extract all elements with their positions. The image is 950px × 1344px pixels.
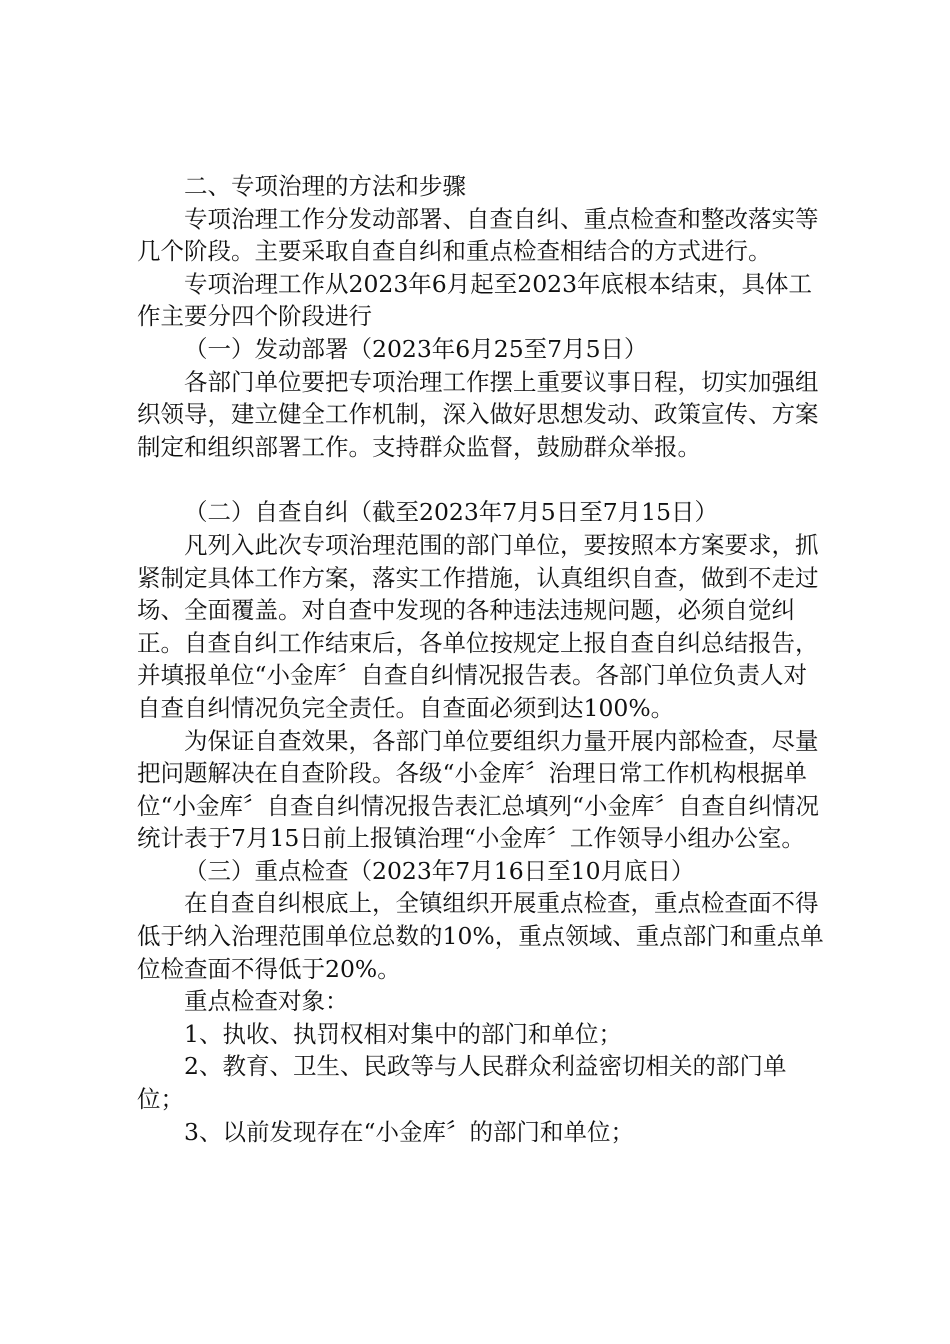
paragraph-spacer	[137, 463, 827, 496]
paragraph-stages-overview: 专项治理工作分发动部署、自查自纠、重点检查和整改落实等几个阶段。主要采取自查自纠和重点检查相结合的方式进行。	[137, 204, 819, 266]
paragraph-self-inspection: 凡列入此次专项治理范围的部门单位，要按照本方案要求，抓紧制定具体工作方案，落实工作措施，认真组织自查，做到不走过场、全面覆盖。对自查中发现的各种违法违规问题，必须自觉纠正。自查自纠工作结束后，各单位按规定上报自查自纠总结报告，并填报单位“小金库〞自查自纠情况报告表。各部门单位负责人对自查自纠情况负完全责任。自查面必须到达100%。	[137, 530, 819, 722]
paragraph-mobilization: 各部门单位要把专项治理工作摆上重要议事日程，切实加强组织领导，建立健全工作机制，深入做好思想发动、政策宣传、方案制定和组织部署工作。支持群众监督，鼓励群众举报。	[137, 367, 819, 461]
paragraph-timeline: 专项治理工作从2023年6月起至2023年底根本结束，具体工作主要分四个阶段进行	[137, 269, 813, 331]
section-heading-methods: 二、专项治理的方法和步骤	[184, 172, 466, 200]
document-body	[137, 170, 827, 1148]
subheading-key-inspection: （三）重点检查（2023年7月16日至10月底日）	[184, 856, 695, 885]
list-item: 3、以前发现存在“小金库〞的部门和单位；	[184, 1117, 634, 1146]
paragraph-key-inspection: 在自查自纠根底上，全镇组织开展重点检查，重点检查面不得低于纳入治理范围单位总数的10%，重点领域、重点部门和重点单位检查面不得低于20%。	[137, 889, 824, 983]
subheading-self-inspection: （二）自查自纠（截至2023年7月5日至7月15日）	[184, 498, 719, 527]
subheading-mobilization: （一）发动部署（2023年6月25至7月5日）	[184, 334, 648, 363]
list-item: 2、教育、卫生、民政等与人民群众利益密切相关的部门单位；	[137, 1052, 787, 1114]
paragraph-inspection-targets: 重点检查对象：	[184, 987, 349, 1016]
paragraph-self-inspection-effect: 为保证自查效果，各部门单位要组织力量开展内部检查，尽量把问题解决在自查阶段。各级“小金库〞治理日常工作机构根据单位“小金库〞自查自纠情况报告表汇总填列“小金库〞自查自纠情况统计表于7月15日前上报镇治理“小金库〞工作领导小组办公室。	[137, 726, 820, 853]
list-item: 1、执收、执罚权相对集中的部门和单位；	[184, 1019, 622, 1048]
